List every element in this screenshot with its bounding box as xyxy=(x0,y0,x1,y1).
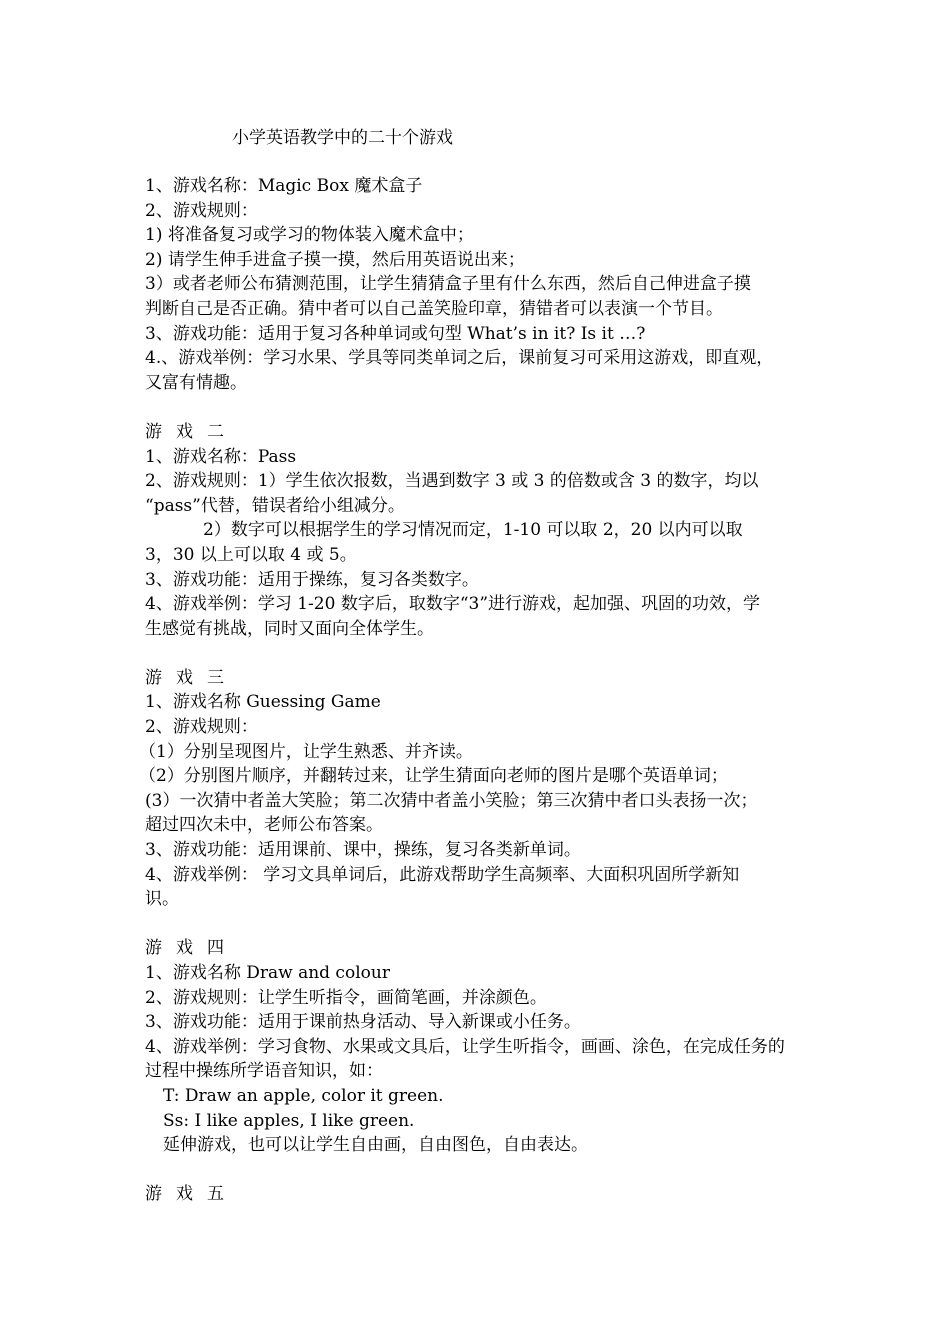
game2-example-line1: 4、游戏举例：学习 1-20 数字后，取数字“3”进行游戏，起加强、巩固的功效，学 xyxy=(145,594,761,615)
document-body xyxy=(139,174,815,1207)
spacer xyxy=(145,1158,815,1183)
game1-name: 1、游戏名称：Magic Box 魔术盒子 xyxy=(145,176,423,196)
game3-name: 1、游戏名称 Guessing Game xyxy=(145,692,381,713)
spacer xyxy=(145,395,815,420)
game2-rule1-line2: “pass”代替，错误者给小组减分。 xyxy=(145,495,405,516)
game3-function: 3、游戏功能：适用课前、课中，操练，复习各类新单词。 xyxy=(145,840,581,861)
game2-rule2-line2: 3，30 以上可以取 4 或 5。 xyxy=(145,544,357,565)
game3-example-line1: 4、游戏举例： 学习文具单词后，此游戏帮助学生高频率、大面积巩固所学新知 xyxy=(145,864,740,885)
game4-example-line1: 4、游戏举例：学习食物、水果或文具后，让学生听指令，画画、涂色，在完成任务的 xyxy=(145,1036,785,1057)
game1-rule1: 1) 将准备复习或学习的物体装入魔术盒中； xyxy=(145,225,474,246)
game4-function: 3、游戏功能：适用于课前热身活动、导入新课或小任务。 xyxy=(145,1012,581,1033)
game2-function: 3、游戏功能：适用于操练，复习各类数字。 xyxy=(145,569,479,590)
game3-rules-label: 2、游戏规则： xyxy=(145,717,258,738)
spacer xyxy=(145,641,815,666)
game2-rule2-line1: 2）数字可以根据学生的学习情况而定，1-10 可以取 2，20 以内可以取 xyxy=(203,520,743,541)
game4-name: 1、游戏名称 Draw and colour xyxy=(145,963,390,983)
game3-rule3-line2: 超过四次未中，老师公布答案。 xyxy=(145,815,383,836)
game1-rule2: 2) 请学生伸手进盒子摸一摸，然后用英语说出来； xyxy=(145,249,525,270)
game3-rule2: （2）分别图片顺序，并翻转过来，让学生猜面向老师的图片是哪个英语单词； xyxy=(139,766,728,787)
game5-heading: 游戏五 xyxy=(145,1184,238,1205)
game4-dialog-teacher: T: Draw an apple, color it green. xyxy=(163,1085,444,1106)
game3-heading: 游戏三 xyxy=(145,667,238,688)
game1-example-line2: 又富有情趣。 xyxy=(145,372,247,393)
page-title: 小学英语教学中的二十个游戏 xyxy=(232,128,453,148)
game2-name: 1、游戏名称：Pass xyxy=(145,446,297,467)
game1-rule3-line1: 3）或者老师公布猜测范围，让学生猜猜盒子里有什么东西，然后自己伸进盒子摸 xyxy=(145,274,751,295)
game2-heading: 游戏二 xyxy=(145,421,238,442)
game3-rule3-line1: (3）一次猜中者盖大笑脸；第二次猜中者盖小笑脸；第三次猜中者口头表扬一次； xyxy=(145,790,758,811)
game1-rule3-line2: 判断自己是否正确。猜中者可以自己盖笑脸印章，猜错者可以表演一个节目。 xyxy=(145,298,723,319)
game1-example-line1: 4.、游戏举例：学习水果、学具等同类单词之后，课前复习可采用这游戏，即直观， xyxy=(145,348,774,369)
game4-heading: 游戏四 xyxy=(145,938,238,959)
game4-extension: 延伸游戏，也可以让学生自由画，自由图色，自由表达。 xyxy=(163,1135,588,1156)
game2-rule1-line1: 2、游戏规则：1）学生依次报数，当遇到数字 3 或 3 的倍数或含 3 的数字，均以 xyxy=(145,471,759,492)
game4-rules: 2、游戏规则：让学生听指令，画简笔画，并涂颜色。 xyxy=(145,987,547,1008)
spacer xyxy=(145,912,815,937)
game2-example-line2: 生感觉有挑战，同时又面向全体学生。 xyxy=(145,618,434,639)
game3-example-line2: 识。 xyxy=(145,889,179,910)
game1-rules-label: 2、游戏规则： xyxy=(145,200,258,221)
game4-example-line2: 过程中操练所学语音知识，如： xyxy=(145,1061,383,1082)
game3-rule1: （1）分别呈现图片，让学生熟悉、并齐读。 xyxy=(139,741,473,762)
game1-function: 3、游戏功能：适用于复习各种单词或句型 What’s in it? Is it …? xyxy=(145,323,646,344)
game4-dialog-students: Ss: I like apples, I like green. xyxy=(163,1110,415,1131)
